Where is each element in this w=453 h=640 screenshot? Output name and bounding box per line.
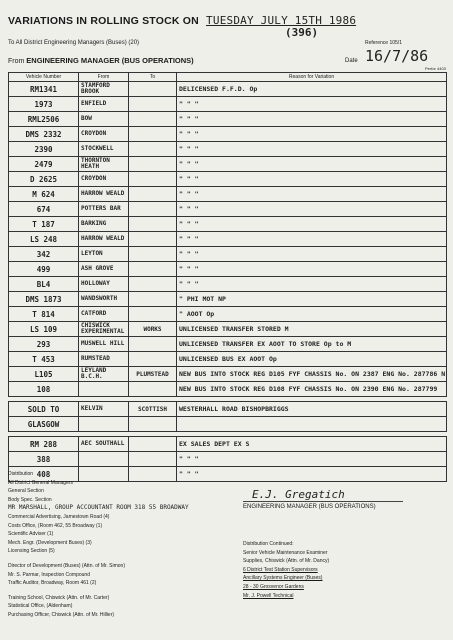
date-label: Date [345, 58, 358, 64]
cell-from [79, 452, 129, 467]
cell-vehicle: 108 [9, 382, 79, 397]
cell-reason: WESTERHALL ROAD BISHOPBRIGGS [177, 402, 447, 417]
reference: Reference 105/1 [365, 40, 402, 46]
distribution-item: General Section [8, 488, 44, 495]
cell-reason: " " " [177, 262, 447, 277]
table-row [9, 382, 447, 397]
cell-reason: " " " [177, 202, 447, 217]
cell-to [129, 337, 177, 352]
cell-vehicle: 408 [9, 467, 79, 482]
table-row [9, 187, 447, 202]
cell-from: LEYTON [79, 247, 129, 262]
cell-vehicle: 388 [9, 452, 79, 467]
cell-vehicle: 1973 [9, 97, 79, 112]
cell-vehicle: RM1341 [9, 82, 79, 97]
cell-vehicle: M 624 [9, 187, 79, 202]
cell-reason: EX SALES DEPT EX S [177, 437, 447, 452]
cell-vehicle: 674 [9, 202, 79, 217]
distribution-item: Purchasing Officer, Chiswick (Attn. of Mr. Hillier) [8, 611, 115, 618]
cell-from: HARROW WEALD [79, 187, 129, 202]
distribution-item: Commercial Advertising, Jamestown Road (4) [8, 513, 110, 520]
table-row [9, 202, 447, 217]
cell-reason [177, 417, 447, 432]
distribution-item: Senior Vehicle Maintenance Examiner [243, 549, 328, 556]
table-row [9, 262, 447, 277]
cell-to [129, 262, 177, 277]
table-row [9, 402, 447, 417]
table-row [9, 247, 447, 262]
cell-from: LEYLAND B.C.H. [79, 367, 129, 382]
table-row [9, 437, 447, 452]
cell-from [79, 417, 129, 432]
table-row [9, 452, 447, 467]
distribution-heading: Distribution [8, 471, 34, 477]
cell-reason: " " " [177, 247, 447, 262]
cell-vehicle: LS 109 [9, 322, 79, 337]
table-row [9, 97, 447, 112]
cell-to [129, 232, 177, 247]
cell-vehicle: DMS 2332 [9, 127, 79, 142]
cell-to [129, 187, 177, 202]
cell-to [129, 97, 177, 112]
cell-from: CHISWICK EXPERIMENTAL [79, 322, 129, 337]
table-row [9, 322, 447, 337]
cell-vehicle: LS 248 [9, 232, 79, 247]
distribution-item: Mech. Engr. (Development Buses) (3) [8, 539, 92, 546]
cell-vehicle: D 2625 [9, 172, 79, 187]
cell-from: HARROW WEALD [79, 232, 129, 247]
signature-caption: ENGINEERING MANAGER (BUS OPERATIONS) [243, 504, 376, 510]
cell-to [129, 437, 177, 452]
distribution-item: Traffic Auditor, Broadway, Room 461 (2) [8, 580, 97, 587]
table-row [9, 142, 447, 157]
cell-to [129, 172, 177, 187]
distribution-item: Supplies, Chiswick (Attn. of Mr. Dancy) [243, 558, 330, 565]
cell-from: BOW [79, 112, 129, 127]
cell-vehicle: T 814 [9, 307, 79, 322]
cell-to [129, 157, 177, 172]
distribution-item: MR MARSHALL, GROUP ACCOUNTANT ROOM 318 55 BROADWAY [8, 504, 189, 512]
variations-table [8, 72, 447, 482]
cell-to [129, 112, 177, 127]
cell-from: CROYDON [79, 127, 129, 142]
header-reason: Reason for Variation [177, 73, 447, 82]
table-row [9, 337, 447, 352]
cell-from: STAMFORD BROOK [79, 82, 129, 97]
cell-reason: " " " [177, 172, 447, 187]
cell-to: SCOTTISH [129, 402, 177, 417]
cell-to [129, 292, 177, 307]
to-line: To All District Engineering Managers (Buses) (20) [8, 40, 140, 46]
cell-to [129, 417, 177, 432]
cell-vehicle: RML2506 [9, 112, 79, 127]
form-number: Perfor 4403 [425, 66, 446, 71]
distribution-item: Costs Office, (Room 462, 55 Broadway (1) [8, 522, 103, 529]
cell-reason: UNLICENSED TRANSFER EX AOOT TO STORE Op to M [177, 337, 447, 352]
table-row [9, 292, 447, 307]
cell-from [79, 382, 129, 397]
cell-to [129, 82, 177, 97]
distribution-item: Licensing Section (5) [8, 548, 55, 555]
cell-vehicle: DMS 1873 [9, 292, 79, 307]
distribution-item: 6 District Test Station Supervisors [243, 566, 318, 573]
cell-reason: " " " [177, 97, 447, 112]
distribution-item: 28 - 30 Grosvenor Gardens [243, 583, 304, 590]
distribution-item: Mr. J. Powell Technical [243, 592, 294, 599]
cell-vehicle: 2479 [9, 157, 79, 172]
cell-from: KELVIN [79, 402, 129, 417]
from-line: From ENGINEERING MANAGER (BUS OPERATIONS) [8, 56, 194, 65]
cell-vehicle: GLASGOW [9, 417, 79, 432]
cell-vehicle: L105 [9, 367, 79, 382]
table-row [9, 157, 447, 172]
cell-to: PLUMSTEAD [129, 367, 177, 382]
table-row [9, 307, 447, 322]
cell-vehicle: BL4 [9, 277, 79, 292]
table-row [9, 172, 447, 187]
cell-from: MUSWELL HILL [79, 337, 129, 352]
cell-vehicle: 499 [9, 262, 79, 277]
cell-reason: " " " [177, 452, 447, 467]
cell-reason: " " " [177, 157, 447, 172]
signature: E.J. Gregatich [252, 488, 345, 501]
table-row [9, 417, 447, 432]
cell-from: ASH GROVE [79, 262, 129, 277]
cell-reason: " " " [177, 187, 447, 202]
cell-reason: " " " [177, 142, 447, 157]
form-title: VARIATIONS IN ROLLING STOCK ON TUESDAY JULY 15TH 1986 [8, 14, 357, 27]
table-row [9, 277, 447, 292]
cell-to [129, 127, 177, 142]
cell-to [129, 142, 177, 157]
cell-from: WANDSWORTH [79, 292, 129, 307]
table-header-row [9, 73, 447, 82]
cell-to [129, 307, 177, 322]
table-row [9, 217, 447, 232]
cell-reason: " " " [177, 127, 447, 142]
table-row [9, 82, 447, 97]
cell-vehicle: SOLD TO [9, 402, 79, 417]
cell-reason: UNLICENSED TRANSFER STORED M [177, 322, 447, 337]
cell-to: WORKS [129, 322, 177, 337]
header-from: From [79, 73, 129, 82]
distribution-item: Ancillary Systems Engineer (Buses) [243, 575, 323, 582]
distribution-item: Body Spec. Section [8, 496, 52, 503]
table-row [9, 112, 447, 127]
cell-vehicle: T 453 [9, 352, 79, 367]
cell-reason: " " " [177, 232, 447, 247]
cell-to [129, 202, 177, 217]
cell-to [129, 277, 177, 292]
distribution-item: Training School, Chiswick (Attn. of Mr. Carter) [8, 594, 110, 601]
distribution-continued-heading: Distribution Continued: [243, 541, 294, 547]
date-value: 16/7/86 [365, 47, 429, 65]
cell-from: ENFIELD [79, 97, 129, 112]
cell-from: CATFORD [79, 307, 129, 322]
signature-line [243, 501, 403, 502]
cell-to [129, 452, 177, 467]
cell-reason: DELICENSED F.F.D. Op [177, 82, 447, 97]
cell-reason: " AOOT Op [177, 307, 447, 322]
cell-to [129, 352, 177, 367]
cell-vehicle: 293 [9, 337, 79, 352]
cell-reason: " " " [177, 467, 447, 482]
distribution-item: Statistical Office, (Aldenham) [8, 603, 73, 610]
distribution-item: Scientific Adviser (1) [8, 531, 54, 538]
cell-from: THORNTON HEATH [79, 157, 129, 172]
cell-from: BARKING [79, 217, 129, 232]
cell-from: CROYDON [79, 172, 129, 187]
cell-reason: NEW BUS INTO STOCK REG D108 FYF CHASSIS No. ON 2390 ENG No. 287799 [177, 382, 447, 397]
cell-vehicle: RM 288 [9, 437, 79, 452]
table-row [9, 367, 447, 382]
table-row [9, 232, 447, 247]
cell-reason: " PHI MOT NP [177, 292, 447, 307]
table-row [9, 352, 447, 367]
distribution-item: All District General Managers [8, 479, 74, 486]
cell-from: HOLLOWAY [79, 277, 129, 292]
table-row [9, 127, 447, 142]
distribution-continued [243, 540, 329, 600]
distribution-item: Mr. S. Parmar, Inspection Compound [8, 571, 90, 578]
cell-reason: NEW BUS INTO STOCK REG D105 FYF CHASSIS No. ON 2387 ENG No. 287786 N [177, 367, 447, 382]
cell-vehicle: 342 [9, 247, 79, 262]
cell-reason: " " " [177, 112, 447, 127]
cell-reason: " " " [177, 217, 447, 232]
cell-vehicle: T 187 [9, 217, 79, 232]
header-to: To [129, 73, 177, 82]
cell-reason: " " " [177, 277, 447, 292]
distribution-list [8, 470, 189, 620]
cell-vehicle: 2390 [9, 142, 79, 157]
handwritten-date: TUESDAY JULY 15TH 1986 [206, 14, 357, 27]
cell-from: AEC SOUTHALL [79, 437, 129, 452]
cell-to [129, 382, 177, 397]
cell-to [129, 217, 177, 232]
cell-from: RUMSTEAD [79, 352, 129, 367]
distribution-item: Director of Development (Buses) (Attn. of Mr. Simon) [8, 562, 125, 569]
cell-from: STOCKWELL [79, 142, 129, 157]
header-vehicle: Vehicle Number [9, 73, 79, 82]
cell-to [129, 247, 177, 262]
cell-reason: UNLICENSED BUS EX AOOT Op [177, 352, 447, 367]
handwritten-number: (396) [285, 26, 319, 39]
cell-from: POTTERS BAR [79, 202, 129, 217]
